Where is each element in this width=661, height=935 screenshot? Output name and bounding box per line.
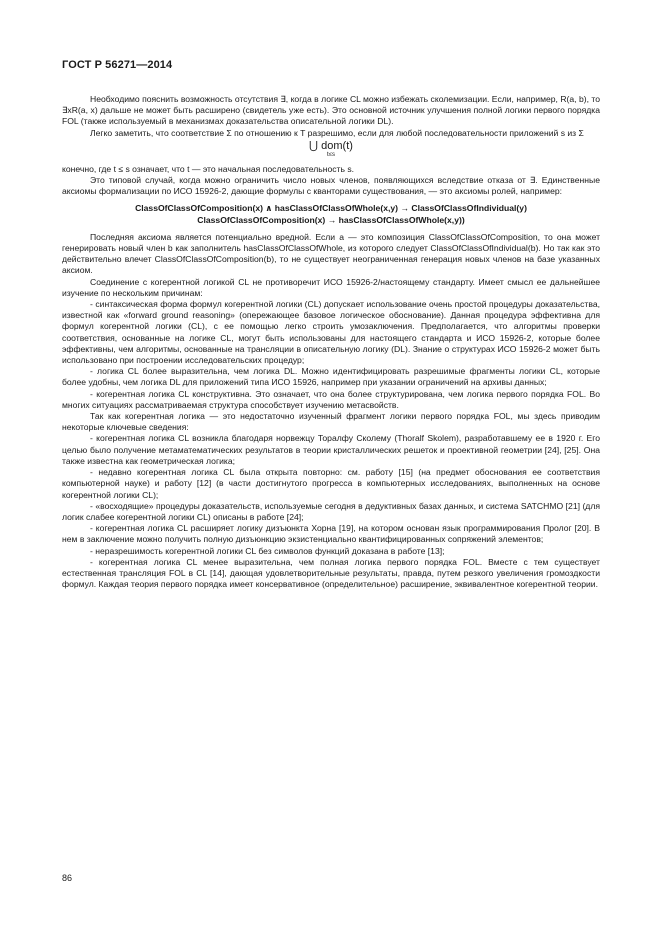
list-item: - логика CL более выразительна, чем логика DL. Можно идентифицировать разрешимые фрагменты логики CL, которые более удобны, чем логика DL для приложений типа ИСО 15926, например при указании ограничений на архивы данных; [62,366,600,388]
paragraph: Это типовой случай, когда можно ограничить число новых членов, появляющихся вследствие отказа от ∃. Единственные аксиомы формализации по ИСО 15926-2, дающие формулы с кванторами существования, — это аксиомы ролей, например: [62,175,600,197]
document-body [62,94,600,590]
paragraph: конечно, где t ≤ s означает, что t — это начальная последовательность s. [62,163,355,174]
list-item: - когерентная логика CL менее выразительна, чем полная логика первого порядка FOL. Вместе с тем существует естественная трансляция FOL в CL [14], дающая удовлетворительные результаты, правда, путем резкого увеличения громоздкости формул. Каждая теория первого порядка имеет консервативное (определительное) расширение, эквивалентное когерентной теории. [62,556,600,590]
paragraph: Необходимо пояснить возможность отсутствия ∃, когда в логике CL можно избежать сколемизации. Если, например, R(a, b), то ∃xR(a, x) дальше не может быть расширено (свидетель уже есть). Это основной источник улучшения полной логики первого порядка FOL (также используемый в механизмах доказательства описательной логики DL). [62,94,600,127]
axiom-line: ClassOfClassOfComposition(x) ∧ hasClassOfClassOfWhole(x,y) → ClassOfClassOfIndividual(y) [135,203,527,214]
page-number: 86 [62,873,73,883]
list-item: - синтаксическая форма формул когерентной логики (CL) допускает использование очень простой процедуры доказательства, известной как «forward ground reasoning» (опережающее базовое логическое обоснование). Данная процедура эффективна для формул когерентной логики (CL), с ее помощью легко строить умозаключения. Предполагается, что алгоритмы проверки соответствия, основанные на логике CL, могут быть использованы для настоящего стандарта и ИСО 15926-2, которые более эффективны, чем алгоритмы, основанные на трансляции в описательную логику (DL). Знание о структурах ИСО 15926-2 может быть использовано при построении исследовательских процедур; [62,299,600,366]
list-item: - неразрешимость когерентной логики CL без символов функций доказана в работе [13]; [90,545,445,556]
formula-subscript: t≤s [327,151,335,158]
paragraph: Так как когерентная логика — это недостаточно изученный фрагмент логики первого порядка FOL, мы здесь приводим некоторые ключевые сведения: [62,411,600,433]
document-header: ГОСТ Р 56271—2014 [62,59,173,71]
list-item: - когерентная логика CL расширяет логику дизъюнкта Хорна [19], на котором основан язык программирования Пролог [20]. В нем в заключение можно получить полную дизъюнкцию экзистенциально квантифицированных сопряжений элементов; [62,523,600,545]
union-formula [62,141,600,160]
list-item: - когерентная логика CL возникла благодаря норвежцу Торалфу Сколему (Thoralf Skolem), разработавшему ее в 1920 г. Его целью было получение метаматематических результатов в теории кристаллических решеток и проективной геометрии [24], [25]. Она также известна как геометрическая логика; [62,433,600,466]
paragraph: Соединение с когерентной логикой CL не противоречит ИСО 15926-2/настоящему стандарту. Имеет смысл ее дальнейшее изучение по нескольким причинам: [62,276,600,298]
list-item: - когерентная логика CL конструктивна. Это означает, что она более структурирована, чем логика первого порядка FOL. Во многих ситуациях рассматриваемая структура способствует изучению метасвойств. [62,388,600,410]
axiom-line: ClassOfClassOfComposition(x) → hasClassOfClassOfWhole(x,y)) [197,214,465,225]
list-item: - «восходящие» процедуры доказательств, используемые сегодня в дедуктивных базах данных, и система SATCHMO [21] (для логик слабее когерентной логики CL) описаны в работе [24]; [62,500,600,522]
list-item: - недавно когерентная логика CL была открыта повторно: см. работу [15] (на предмет обоснования ее соответствия компьютерной науке) и работу [12] (в части достигнутого прогресса в компьютерных исследованиях, выполненных на основе когерентной логики CL); [62,467,600,500]
paragraph: Последняя аксиома является потенциально вредной. Если a — это композиция ClassOfClassOfComposition, то она может генерировать новый член b как заполнитель hasClassOfClassOfWhole, из которого следует ClassOfClassOfIndividual(b). Но так как это действительно влечет ClassOfClassOfComposition(b), то не существует неограниченная генерация новых членов на базе указанных аксиом. [62,231,600,276]
formula-main: ⋃ dom(t) [309,139,353,152]
paragraph: Легко заметить, что соответствие Σ по отношению к T разрешимо, если для любой последовательности приложений s из Σ [90,127,584,138]
role-axioms [62,203,600,225]
